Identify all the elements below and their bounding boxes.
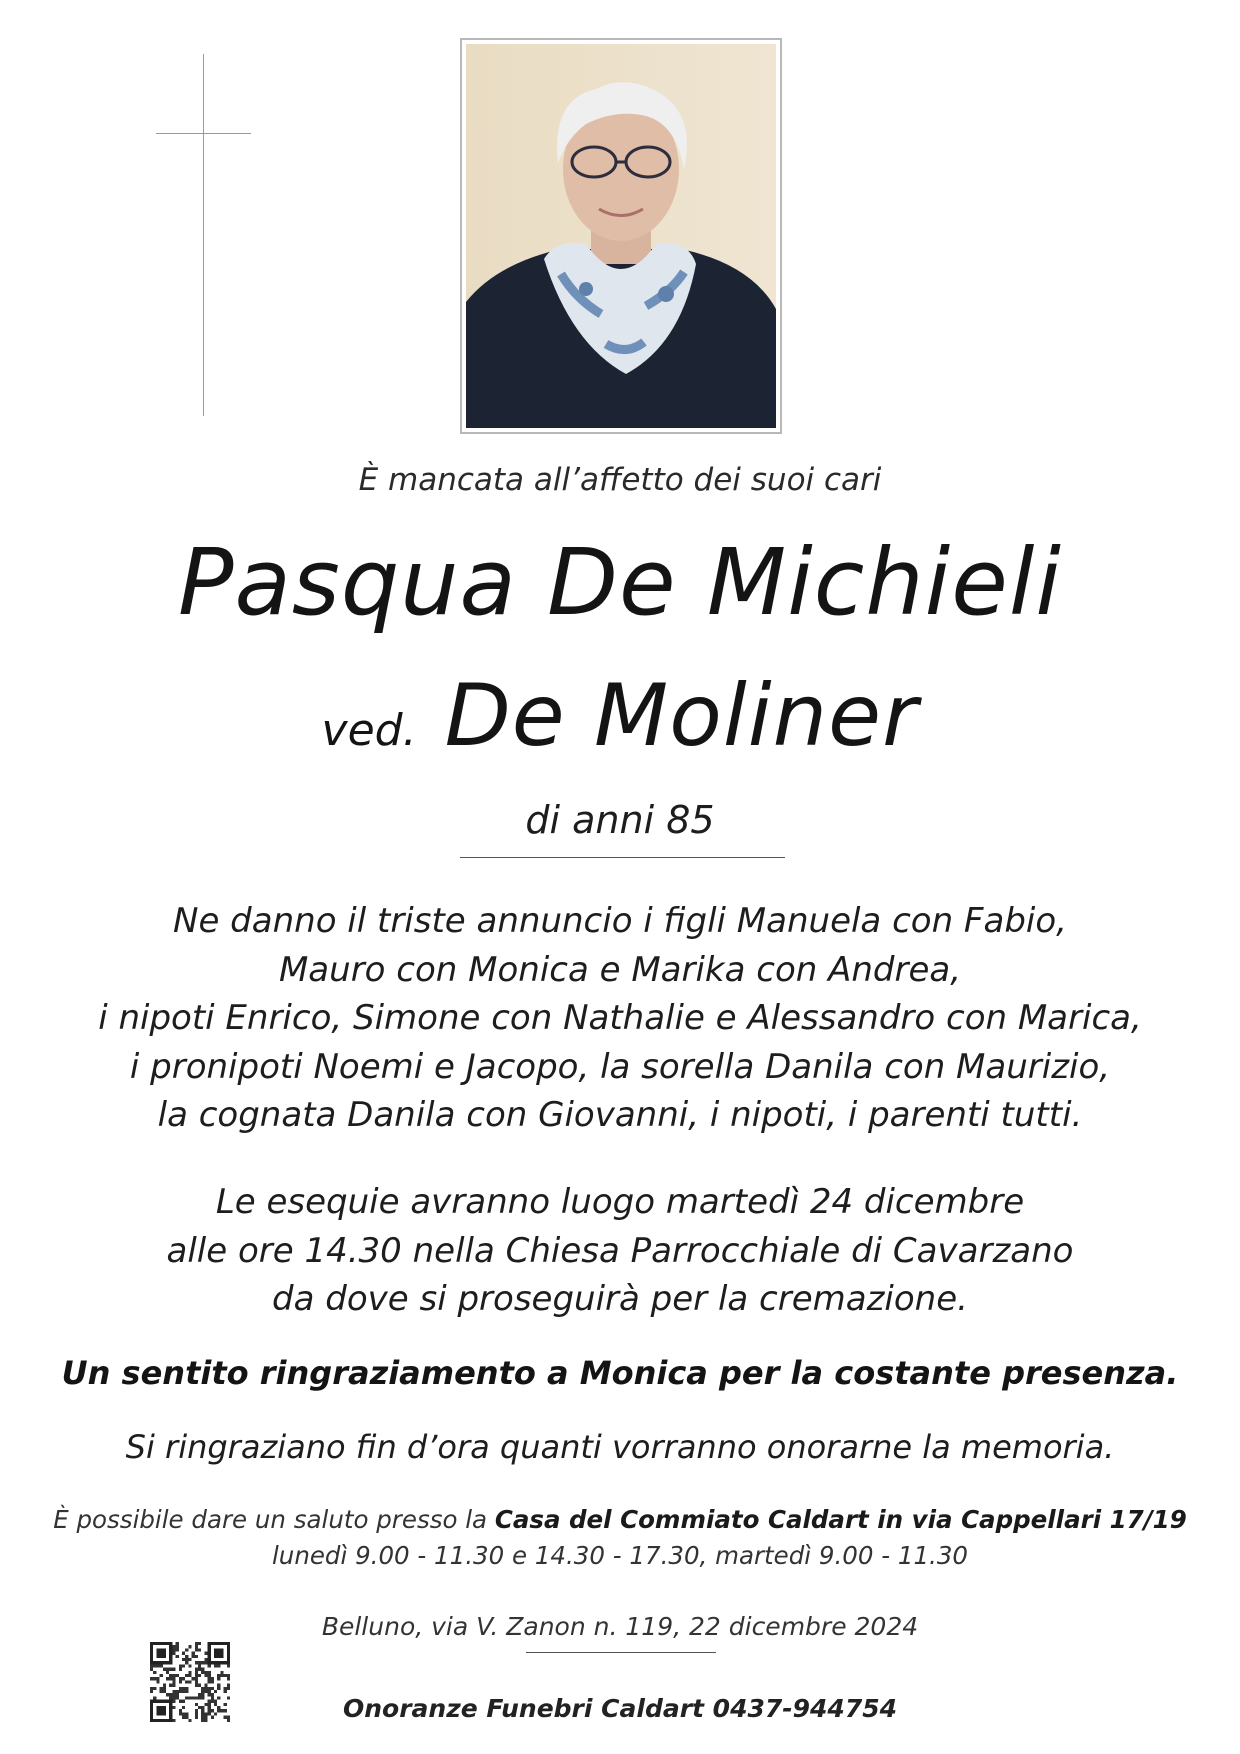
footer-divider [526,1652,716,1653]
general-thanks: Si ringraziano fin d’ora quanti vorranno onorarne la memoria. [125,1428,1115,1466]
funeral-info [0,1178,1240,1324]
portrait-image [466,44,776,428]
funeral-line: Le esequie avranno luogo martedì 24 dicembre [215,1182,1025,1222]
visitation-info [0,1502,1240,1574]
visitation-location [0,1502,1240,1538]
family-line: la cognata Danila con Giovanni, i nipoti, i parenti tutti. [157,1095,1083,1135]
cross-icon-arm [156,133,251,134]
qr-code-icon [150,1642,230,1722]
special-thanks: Un sentito ringraziamento a Monica per la costante presenza. [61,1354,1179,1392]
portrait-photo [460,38,782,434]
cross-icon [203,54,204,416]
funeral-line: da dove si proseguirà per la cremazione. [272,1279,968,1319]
family-line: Ne danno il triste annuncio i figli Manuela con Fabio, [173,901,1067,941]
funeral-agency: Onoranze Funebri Caldart 0437-944754 [342,1694,898,1723]
widow-line [0,666,1240,790]
age-text: di anni 85 [525,798,715,842]
family-line: Mauro con Monica e Marika con Andrea, [278,949,962,990]
deceased-name: Pasqua De Michieli [178,529,1062,636]
family-line: i pronipoti Noemi e Jacopo, la sorella Danila con Maurizio, [129,1046,1111,1087]
visitation-place: Casa del Commiato Caldart in via Cappellari 17/19 [494,1505,1187,1534]
place-date: Belluno, via V. Zanon n. 119, 22 dicembre 2024 [321,1612,919,1641]
family-line: i nipoti Enrico, Simone con Nathalie e Alessandro con Marica, [98,998,1142,1038]
funeral-line: alle ore 14.30 nella Chiesa Parrocchiale di Cavarzano [166,1230,1074,1271]
visitation-prefix: È possibile dare un saluto presso la [53,1505,495,1534]
visitation-hours: lunedì 9.00 - 11.30 e 14.30 - 17.30, martedì 9.00 - 11.30 [272,1541,968,1570]
widow-prefix: ved. [321,705,417,756]
family-announcement [0,897,1240,1140]
intro-text: È mancata all’affetto dei suoi cari [358,462,882,498]
widow-surname: De Moliner [444,666,919,766]
age-divider [460,857,785,858]
